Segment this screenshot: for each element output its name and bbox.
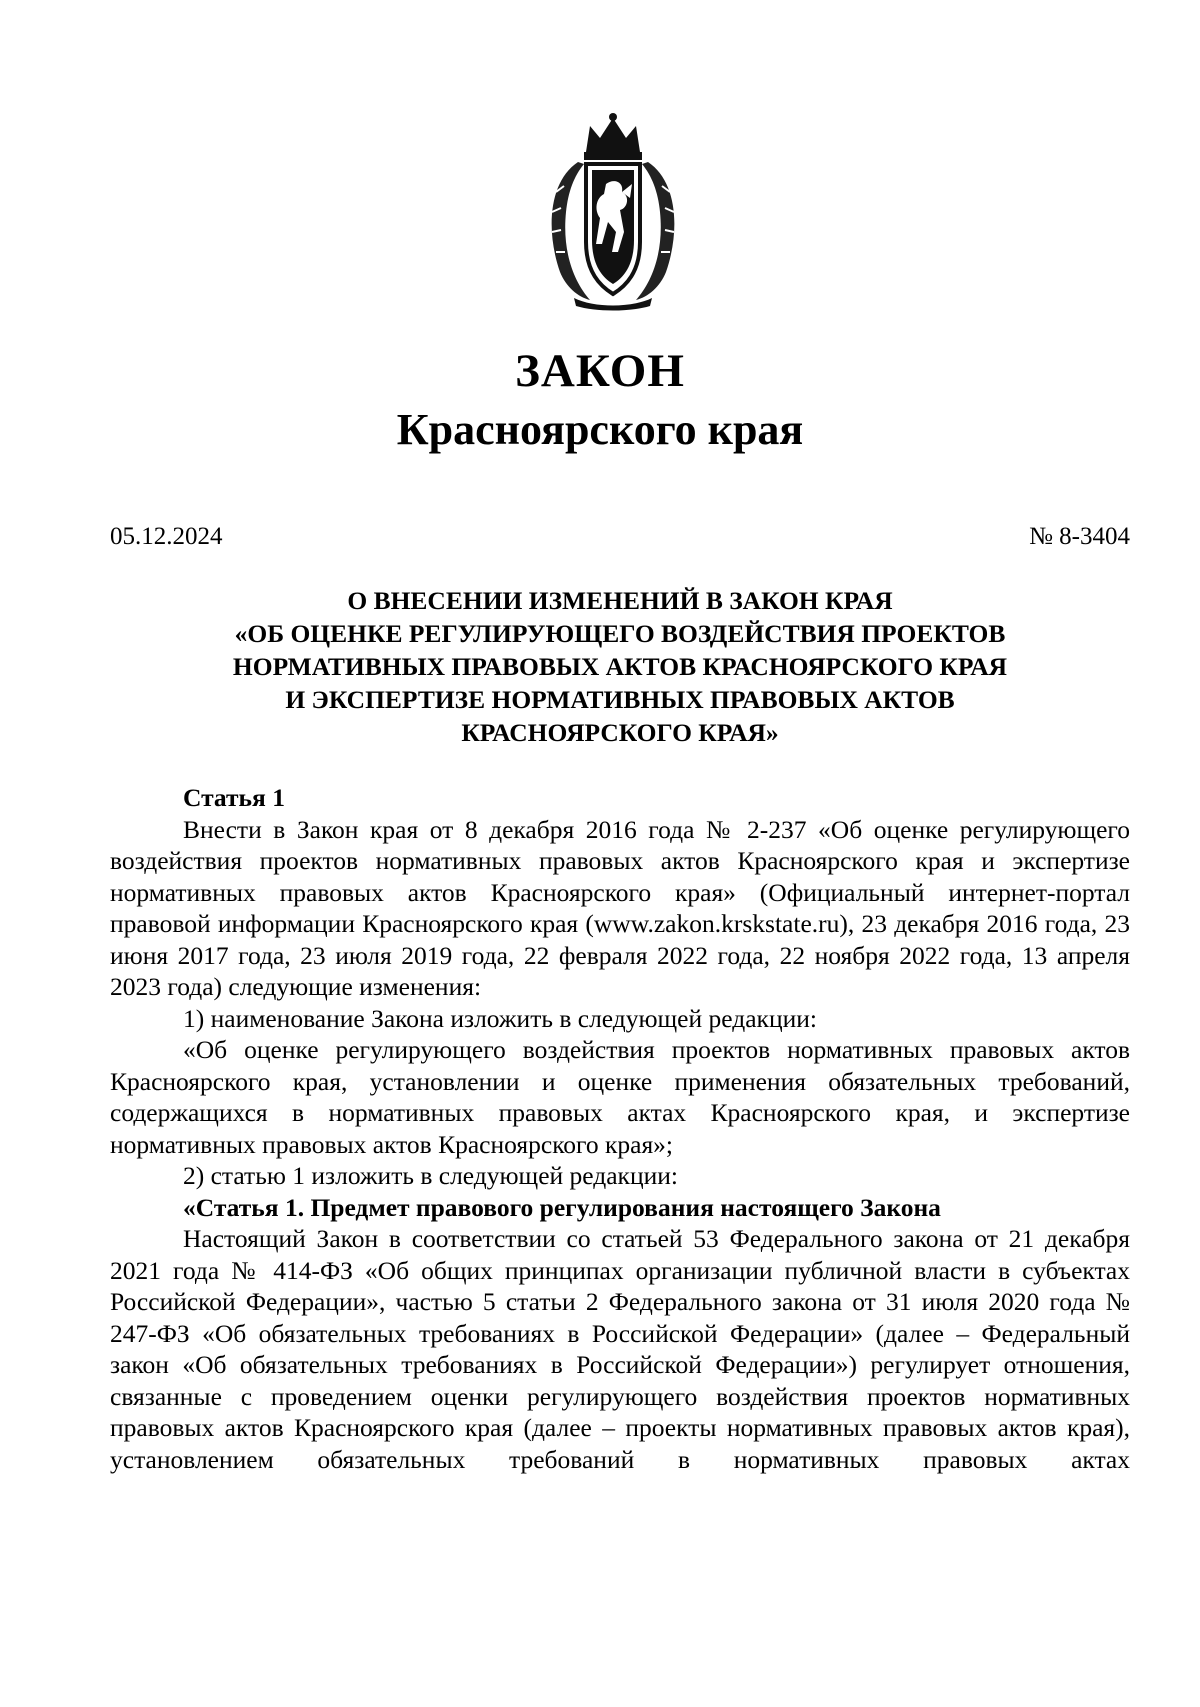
article-intro-paragraph: Внести в Закон края от 8 декабря 2016 года № 2-237 «Об оценке регулирующего воздействия проектов нормативных правовых актов Красноярского края и экспертизе нормативных правовых актов Красноярского края» (Официальный интернет-портал правовой информации Красноярского края (www.zakon.krskstate.ru), 23 декабря 2016 года, 23 июня 2017 года, 23 июля 2019 года, 22 февраля 2022 года, 22 ноября 2022 года, 13 апреля 2023 года) следующие изменения: xyxy=(110,814,1130,1001)
amendment-item-1-text: «Об оценке регулирующего воздействия проектов нормативных правовых актов Красноярского края, установлении и оценке применения обязательных требований, содержащихся в нормативных правовых актах Красноярского края, и экспертизе нормативных правовых актов Красноярского края»; xyxy=(110,1035,1130,1159)
article-title: Статья 1 xyxy=(183,783,285,812)
law-title: ЗАКОН xyxy=(515,345,685,397)
heading-line: НОРМАТИВНЫХ ПРАВОВЫХ АКТОВ КРАСНОЯРСКОГО КРАЯ xyxy=(232,652,1008,681)
coat-of-arms-icon xyxy=(538,112,688,312)
law-region: Красноярского края xyxy=(396,405,804,454)
heading-line: О ВНЕСЕНИИ ИЗМЕНЕНИЙ В ЗАКОН КРАЯ xyxy=(347,586,893,615)
document-date: 05.12.2024 xyxy=(110,523,223,550)
heading-line: «ОБ ОЦЕНКЕ РЕГУЛИРУЮЩЕГО ВОЗДЕЙСТВИЯ ПРОЕКТОВ xyxy=(234,619,1006,648)
amendment-item-1: 1) наименование Закона изложить в следующей редакции: xyxy=(183,1003,817,1033)
heading-line: КРАСНОЯРСКОГО КРАЯ» xyxy=(461,718,779,747)
document-meta xyxy=(110,522,1130,552)
document-heading xyxy=(110,584,1130,749)
amendment-item-2: 2) статью 1 изложить в следующей редакции: xyxy=(183,1161,678,1190)
quoted-article-paragraph: Настоящий Закон в соответствии со статьей 53 Федерального закона от 21 декабря 2021 года № 414-ФЗ «Об общих принципах организации публичной власти в субъектах Российской Федерации», частью 5 статьи 2 Федерального закона от 31 июля 2020 года № 247-ФЗ «Об обязательных требованиях в Российской Федерации» (далее – Федеральный закон «Об обязательных требованиях в Российской Федерации») регулирует отношения, связанные с проведением оценки регулирующего воздействия проектов нормативных правовых актов Красноярского края (далее – проекты нормативных правовых актов края), установлением обязательных требований в нормативных правовых актах xyxy=(110,1224,1130,1474)
document-body xyxy=(110,782,1130,1475)
heading-line: И ЭКСПЕРТИЗЕ НОРМАТИВНЫХ ПРАВОВЫХ АКТОВ xyxy=(285,685,955,714)
document-number: № 8-3404 xyxy=(1029,523,1130,550)
quoted-article-title: «Статья 1. Предмет правового регулирования настоящего Закона xyxy=(183,1192,941,1222)
